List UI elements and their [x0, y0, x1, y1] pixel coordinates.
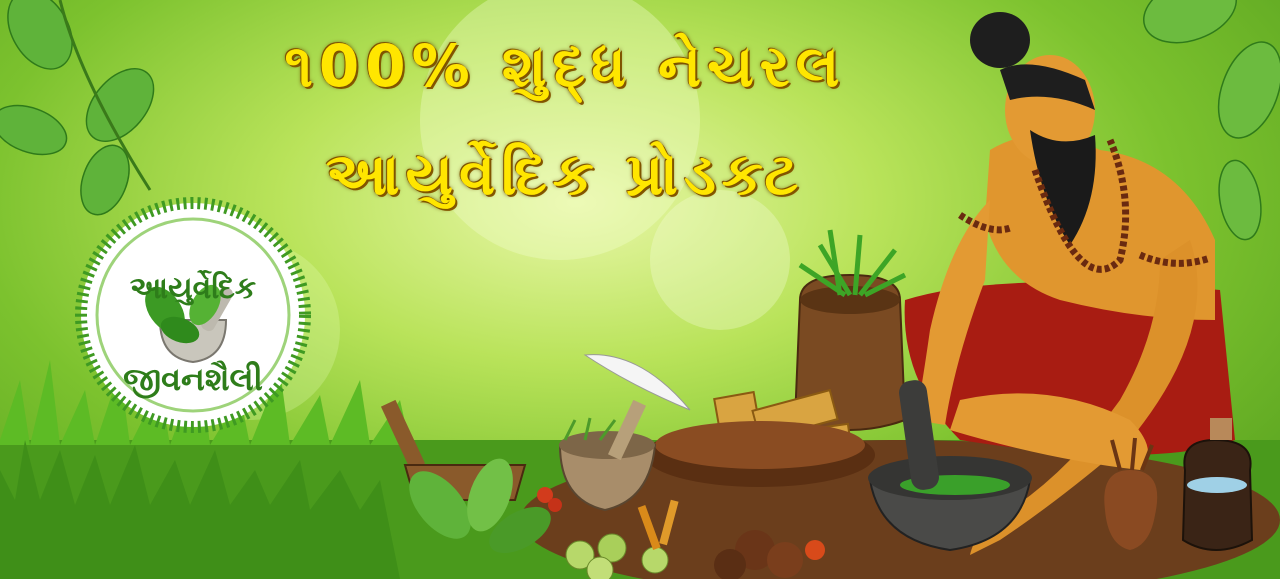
logo-bottom-text: જીવનશૈલી: [123, 360, 263, 398]
headline-line-1: ૧00% શુદ્ધ નેચરલ: [284, 32, 846, 100]
logo-top-text: આયુર્વેદિક: [129, 271, 257, 306]
headline-line-2: આયુર્વેદિક પ્રોડક્ટ: [325, 140, 805, 208]
